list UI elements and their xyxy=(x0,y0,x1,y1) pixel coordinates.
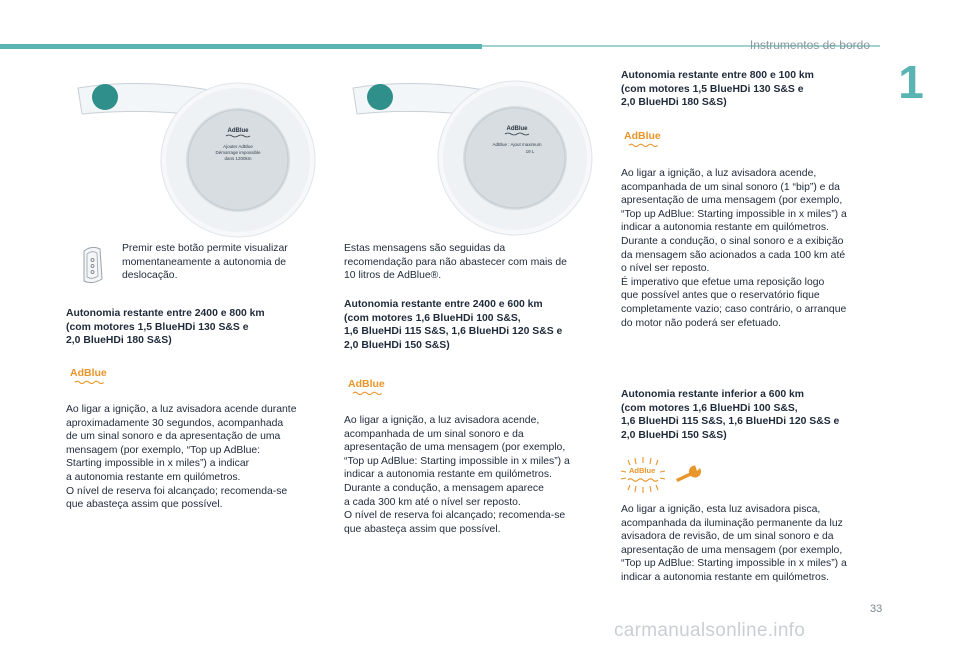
body-col1: Ao ligar a ignição, a luz avisadora acende durante aproximadamente 30 segundos, acompanhada de um sinal sonoro e da apresentação de uma mensagem (por exemplo, “Top up AdBlue: Starting impossible in x miles”) a indicar a autonomia restante em quilómetros. O nível de reserva foi alcançado; recomenda-se que abasteça assim que possível. xyxy=(66,404,297,511)
trip-button-icon xyxy=(78,243,108,288)
wrench-icon xyxy=(674,463,704,485)
instrument-display-illustration-left xyxy=(70,70,320,240)
intro-col2: Estas mensagens são seguidas da recomendação para não abastecer com mais de 10 litros de AdBlue®. xyxy=(344,243,567,282)
heading-col1: Autonomia restante entre 2400 e 800 km (com motores 1,5 BlueHDi 130 S&S e 2,0 BlueHDi 180 S&S) xyxy=(66,308,265,347)
display-line2: Démarrage impossible xyxy=(215,150,261,155)
adblue-warning-icon xyxy=(624,130,664,147)
button-description: Premir este botão permite visualizar momentaneamente a autonomia de deslocação. xyxy=(122,243,288,282)
body-col3-b: Ao ligar a ignição, esta luz avisadora pisca, acompanhada da iluminação permanente da luz avisadora de revisão, de um sinal sonoro e da apresentação de uma mensagem (por exemplo, “Top up AdBlue: Starting impossible in x miles”) a indicar a autonomia restante em quilómetros. xyxy=(621,504,847,583)
header-accent-bar xyxy=(0,44,482,49)
watermark: carmanualsonline.info xyxy=(614,620,806,641)
display-brand: AdBlue xyxy=(227,128,249,134)
display-line1: AdBlue : Ajout maximum xyxy=(492,142,542,147)
heading-col3-a: Autonomia restante entre 800 e 100 km (com motores 1,5 BlueHDi 130 S&S e 2,0 BlueHDi 180 S&S) xyxy=(621,70,814,109)
chapter-number: 1 xyxy=(898,56,924,108)
heading-col2: Autonomia restante entre 2400 e 600 km (com motores 1,6 BlueHDi 100 S&S, 1,6 BlueHDi 115 S&S, 1,6 BlueHDi 120 S&S e 2,0 BlueHDi 150 S&S) xyxy=(344,299,563,351)
heading-col3-b: Autonomia restante inferior a 600 km (com motores 1,6 BlueHDi 100 S&S, 1,6 BlueHDi 115 S&S, 1,6 BlueHDi 120 S&S e 2,0 BlueHDi 150 S&S) xyxy=(621,389,840,441)
adblue-icon-label: AdBlue xyxy=(629,466,656,475)
adblue-icon-label: AdBlue xyxy=(348,378,385,390)
display-line1: Ajouter AdBlue xyxy=(223,144,253,149)
page-number: 33 xyxy=(870,603,883,615)
adblue-flashing-icon xyxy=(620,456,666,494)
instrument-display-illustration-middle xyxy=(345,70,595,240)
body-col2: Ao ligar a ignição, a luz avisadora acende, acompanhada de um sinal sonoro e da apresentação de uma mensagem (por exemplo, “Top up AdBlue: Starting impossible in x miles”) a indicar a autonomia restante em quilómetros. Durante a condução, a mensagem aparece a cada 300 km até o nível ser reposto. O nível de reserva foi alcançado; recomenda-se que abasteça assim que possível. xyxy=(344,415,570,535)
section-title: Instrumentos de bordo xyxy=(749,38,870,52)
body-col3-a: Ao ligar a ignição, a luz avisadora acende, acompanhada de um sinal sonoro (1 “bip”) e da apresentação de uma mensagem (por exemplo, “Top up AdBlue: Starting impossible in x miles”) a indicar a autonomia restante em quilómetros. Durante a condução, o sinal sonoro e a exibição da mensagem são acionados a cada 100 km até o nível ser reposto. É imperativo que efetue uma reposição logo que possível antes que o reservatório fique completamente vazio; caso contrário, o arranque do motor não poderá ser efetuado. xyxy=(621,168,847,329)
adblue-warning-icon xyxy=(70,367,110,384)
adblue-icon-label: AdBlue xyxy=(70,367,107,379)
display-line2: 19 L xyxy=(525,149,535,154)
adblue-warning-icon xyxy=(348,378,388,395)
display-brand: AdBlue xyxy=(506,126,528,132)
adblue-icon-label: AdBlue xyxy=(624,130,661,142)
display-line3: dans 1200km xyxy=(224,156,252,161)
